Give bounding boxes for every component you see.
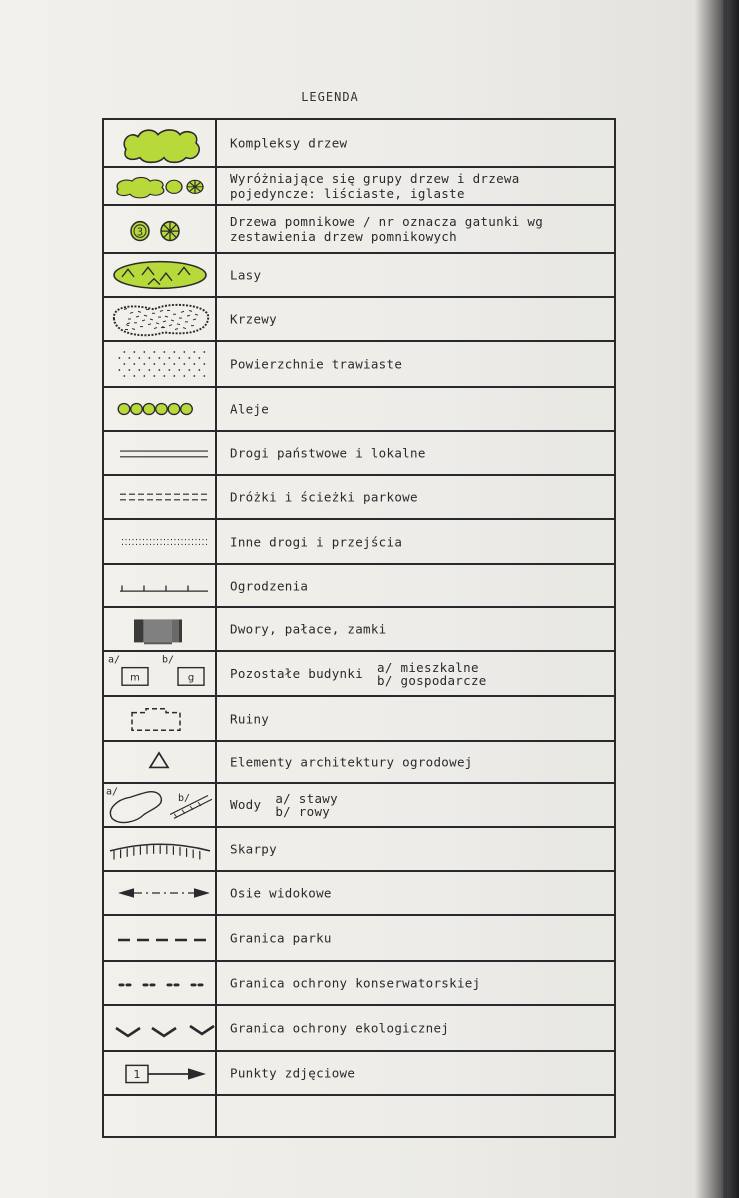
- legend-label-text: Dróżki i ścieżki parkowe: [230, 489, 418, 505]
- tree-complex-icon: [104, 120, 215, 166]
- legend-sublabel: a/ mieszkalne b/ gospodarcze: [377, 659, 487, 688]
- triangle-icon: [104, 742, 215, 782]
- legend-label-text: Granica parku: [230, 930, 332, 946]
- legend-row: [104, 206, 614, 254]
- legend-row: [104, 916, 614, 962]
- legend-label-text: Wyróżniające się grupy drzew i drzewa pojedyncze: liściaste, iglaste: [230, 171, 520, 201]
- view-axis-icon: [104, 872, 215, 914]
- legend-label-text: Aleje: [230, 401, 270, 417]
- legend-row: [104, 872, 614, 916]
- legend-label: [230, 886, 606, 901]
- legend-row: [104, 120, 614, 168]
- legend-label-text: Granica ochrony konserwatorskiej: [230, 975, 481, 991]
- legend-row: [104, 432, 614, 476]
- legend-label-text: Drzewa pomnikowe / nr oznacza gatunki wg zestawienia drzew pomnikowych: [230, 214, 544, 244]
- legend-label-text: Ogrodzenia: [230, 577, 309, 593]
- other-road-icon: [104, 520, 215, 563]
- legend-label-text: Pozostałe budynki: [230, 665, 364, 681]
- legend-title: LEGENDA: [301, 90, 359, 104]
- letter-g: g: [187, 672, 195, 684]
- slope-icon: [104, 828, 215, 870]
- legend-label-text: Krzewy: [230, 311, 277, 327]
- legend-label-text: Osie widokowe: [230, 885, 332, 901]
- legend-label: [230, 534, 606, 549]
- legend-label-text: Granica ochrony ekologicznej: [230, 1020, 450, 1036]
- letter-m: m: [130, 672, 140, 684]
- legend-label: [230, 578, 606, 593]
- legend-label-text: Kompleksy drzew: [230, 135, 348, 151]
- legend-row: [104, 652, 614, 697]
- legend-row: [104, 742, 614, 784]
- legend-label: [230, 1021, 606, 1036]
- legend-label: [230, 622, 606, 637]
- legend-label: [230, 215, 606, 244]
- photo-number: 1: [133, 1068, 141, 1081]
- legend-label-text: Punkty zdjęciowe: [230, 1065, 356, 1081]
- legend-row: [104, 1006, 614, 1052]
- legend-label-text: Skarpy: [230, 841, 277, 857]
- legend-label-text: Elementy architektury ogrodowej: [230, 754, 473, 770]
- fence-icon: [104, 565, 215, 606]
- label-b: b/: [162, 654, 175, 666]
- legend-row: [104, 784, 614, 828]
- legend-label-text: Powierzchnie trawiaste: [230, 356, 403, 372]
- legend-row: [104, 828, 614, 872]
- legend-row: [104, 1096, 614, 1140]
- label-a: a/: [106, 786, 119, 798]
- legend-label: [230, 357, 606, 372]
- legend-row: [104, 520, 614, 565]
- shrubs-icon: [104, 298, 215, 340]
- tree-groups-icon: [104, 168, 215, 204]
- legend-label: [230, 268, 606, 283]
- legend-label: [230, 755, 606, 770]
- legend-label: [230, 661, 606, 687]
- legend-row: [104, 476, 614, 520]
- legend-label: [230, 490, 606, 505]
- grass-icon: [104, 342, 215, 386]
- monument-trees-icon: [104, 206, 215, 252]
- legend-row: [104, 388, 614, 432]
- ruins-icon: [104, 697, 215, 740]
- legend-label-text: Wody: [230, 797, 262, 812]
- label-b: b/: [178, 793, 191, 805]
- legend-table: [102, 118, 616, 1138]
- legend-row: [104, 1052, 614, 1096]
- park-path-icon: [104, 476, 215, 518]
- water-icon: [104, 784, 215, 826]
- legend-label: [230, 136, 606, 151]
- legend-label: [230, 711, 606, 726]
- legend-row: [104, 168, 614, 206]
- legend-row: [104, 697, 614, 742]
- legend-label-text: Inne drogi i przejścia: [230, 533, 403, 549]
- legend-sublabel: a/ stawy b/ rowy: [275, 791, 338, 819]
- legend-row: [104, 254, 614, 298]
- conservation-border-icon: [104, 962, 215, 1004]
- state-road-icon: [104, 432, 215, 474]
- legend-label-text: Dwory, pałace, zamki: [230, 621, 387, 637]
- empty-symbol-cell: [104, 1096, 215, 1140]
- forest-icon: [104, 254, 215, 296]
- legend-row: [104, 608, 614, 652]
- alley-icon: [104, 388, 215, 430]
- photo-point-icon: [104, 1052, 215, 1094]
- park-border-icon: [104, 916, 215, 960]
- manor-icon: [104, 608, 215, 650]
- legend-row: [104, 565, 614, 608]
- legend-label: [230, 402, 606, 417]
- legend-label: [230, 312, 606, 327]
- monument-number: 3: [136, 227, 144, 239]
- legend-label: [230, 446, 606, 461]
- ecological-border-icon: [104, 1006, 215, 1050]
- legend-row: [104, 962, 614, 1006]
- legend-label-text: Lasy: [230, 267, 262, 283]
- buildings-icon: [104, 652, 215, 695]
- legend-row: [104, 298, 614, 342]
- legend-label: [230, 976, 606, 991]
- legend-label: [230, 1066, 606, 1081]
- legend-label: [230, 842, 606, 857]
- legend-row: [104, 342, 614, 388]
- legend-label: [230, 931, 606, 946]
- legend-label: [230, 792, 606, 818]
- legend-label: [230, 172, 606, 201]
- legend-label-text: Ruiny: [230, 710, 270, 726]
- legend-label-text: Drogi państwowe i lokalne: [230, 445, 426, 461]
- label-a: a/: [108, 654, 121, 666]
